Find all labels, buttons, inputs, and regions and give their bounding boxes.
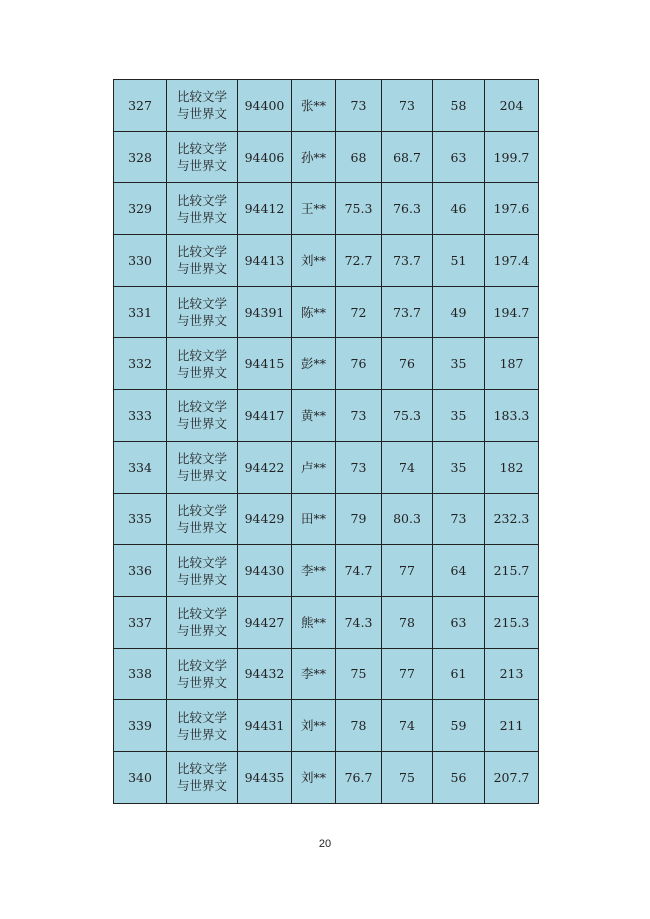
total-score: 213 — [485, 648, 539, 700]
score-3: 51 — [433, 235, 485, 287]
score-2: 77 — [382, 648, 433, 700]
score-2: 75 — [382, 751, 433, 803]
score-3: 58 — [433, 80, 485, 132]
row-number: 329 — [114, 183, 167, 235]
candidate-name: 刘** — [292, 751, 336, 803]
page-number: 20 — [318, 838, 332, 850]
major-line-1: 比较文学 — [176, 296, 227, 312]
major-cell — [167, 441, 238, 493]
score-2: 73.7 — [382, 235, 433, 287]
major-cell — [167, 751, 238, 803]
row-number: 328 — [114, 131, 167, 183]
table-row — [114, 441, 539, 493]
major-line-1: 比较文学 — [176, 347, 227, 363]
major-cell — [167, 338, 238, 390]
table-row — [114, 80, 539, 132]
score-2: 80.3 — [382, 493, 433, 545]
major-line-1: 比较文学 — [176, 451, 227, 467]
candidate-name: 彭** — [292, 338, 336, 390]
candidate-id: 94413 — [238, 235, 292, 287]
candidate-name: 陈** — [292, 286, 336, 338]
row-number: 336 — [114, 545, 167, 597]
score-2: 77 — [382, 545, 433, 597]
candidate-name: 熊** — [292, 596, 336, 648]
score-1: 76 — [336, 338, 382, 390]
major-line-2: 与世界文 — [176, 261, 227, 277]
candidate-name: 李** — [292, 648, 336, 700]
score-2: 76.3 — [382, 183, 433, 235]
major-line-2: 与世界文 — [176, 106, 227, 122]
candidate-name: 李** — [292, 545, 336, 597]
score-2: 73.7 — [382, 286, 433, 338]
score-3: 63 — [433, 131, 485, 183]
major-line-1: 比较文学 — [176, 192, 227, 208]
table-row — [114, 183, 539, 235]
candidate-id: 94431 — [238, 700, 292, 752]
major-line-1: 比较文学 — [176, 399, 227, 415]
total-score: 199.7 — [485, 131, 539, 183]
candidate-id: 94430 — [238, 545, 292, 597]
major-line-2: 与世界文 — [176, 726, 227, 742]
major-cell — [167, 700, 238, 752]
total-score: 215.3 — [485, 596, 539, 648]
row-number: 332 — [114, 338, 167, 390]
row-number: 334 — [114, 441, 167, 493]
total-score: 187 — [485, 338, 539, 390]
major-line-1: 比较文学 — [176, 89, 227, 105]
score-3: 63 — [433, 596, 485, 648]
total-score: 197.6 — [485, 183, 539, 235]
score-1: 74.3 — [336, 596, 382, 648]
candidate-name: 刘** — [292, 700, 336, 752]
score-3: 56 — [433, 751, 485, 803]
candidate-id: 94427 — [238, 596, 292, 648]
row-number: 339 — [114, 700, 167, 752]
score-3: 64 — [433, 545, 485, 597]
candidate-id: 94412 — [238, 183, 292, 235]
table-body — [114, 80, 539, 804]
candidate-name: 王** — [292, 183, 336, 235]
table-row — [114, 700, 539, 752]
table-row — [114, 235, 539, 287]
total-score: 204 — [485, 80, 539, 132]
score-2: 74 — [382, 441, 433, 493]
total-score: 207.7 — [485, 751, 539, 803]
major-line-2: 与世界文 — [176, 623, 227, 639]
candidate-id: 94415 — [238, 338, 292, 390]
table-row — [114, 338, 539, 390]
major-line-2: 与世界文 — [176, 571, 227, 587]
major-line-1: 比较文学 — [176, 606, 227, 622]
major-line-1: 比较文学 — [176, 244, 227, 260]
score-1: 72.7 — [336, 235, 382, 287]
major-line-2: 与世界文 — [176, 313, 227, 329]
score-1: 73 — [336, 441, 382, 493]
table-row — [114, 286, 539, 338]
candidate-name: 刘** — [292, 235, 336, 287]
candidate-id: 94429 — [238, 493, 292, 545]
score-2: 68.7 — [382, 131, 433, 183]
major-line-2: 与世界文 — [176, 519, 227, 535]
score-1: 73 — [336, 390, 382, 442]
major-cell — [167, 493, 238, 545]
table-row — [114, 493, 539, 545]
major-cell — [167, 80, 238, 132]
candidate-name: 孙** — [292, 131, 336, 183]
major-cell — [167, 648, 238, 700]
candidate-id: 94435 — [238, 751, 292, 803]
row-number: 331 — [114, 286, 167, 338]
score-3: 35 — [433, 338, 485, 390]
major-line-2: 与世界文 — [176, 416, 227, 432]
major-line-2: 与世界文 — [176, 209, 227, 225]
score-1: 79 — [336, 493, 382, 545]
score-3: 49 — [433, 286, 485, 338]
major-line-1: 比较文学 — [176, 709, 227, 725]
score-table — [113, 79, 539, 804]
candidate-id: 94391 — [238, 286, 292, 338]
table-row — [114, 545, 539, 597]
row-number: 330 — [114, 235, 167, 287]
major-line-1: 比较文学 — [176, 141, 227, 157]
major-line-1: 比较文学 — [176, 761, 227, 777]
major-cell — [167, 390, 238, 442]
major-line-1: 比较文学 — [176, 502, 227, 518]
candidate-name: 张** — [292, 80, 336, 132]
score-1: 68 — [336, 131, 382, 183]
major-line-1: 比较文学 — [176, 554, 227, 570]
major-line-2: 与世界文 — [176, 364, 227, 380]
score-1: 75 — [336, 648, 382, 700]
score-2: 73 — [382, 80, 433, 132]
candidate-id: 94400 — [238, 80, 292, 132]
score-3: 73 — [433, 493, 485, 545]
score-3: 46 — [433, 183, 485, 235]
score-2: 75.3 — [382, 390, 433, 442]
total-score: 183.3 — [485, 390, 539, 442]
score-3: 35 — [433, 441, 485, 493]
major-cell — [167, 286, 238, 338]
candidate-id: 94406 — [238, 131, 292, 183]
table-row — [114, 131, 539, 183]
major-line-2: 与世界文 — [176, 468, 227, 484]
total-score: 194.7 — [485, 286, 539, 338]
row-number: 335 — [114, 493, 167, 545]
candidate-name: 黄** — [292, 390, 336, 442]
candidate-name: 田** — [292, 493, 336, 545]
total-score: 215.7 — [485, 545, 539, 597]
row-number: 333 — [114, 390, 167, 442]
major-cell — [167, 596, 238, 648]
major-cell — [167, 545, 238, 597]
score-1: 75.3 — [336, 183, 382, 235]
score-1: 73 — [336, 80, 382, 132]
table-row — [114, 596, 539, 648]
table-row — [114, 390, 539, 442]
total-score: 211 — [485, 700, 539, 752]
major-cell — [167, 131, 238, 183]
candidate-name: 卢** — [292, 441, 336, 493]
score-1: 76.7 — [336, 751, 382, 803]
row-number: 337 — [114, 596, 167, 648]
score-1: 78 — [336, 700, 382, 752]
major-cell — [167, 183, 238, 235]
score-1: 74.7 — [336, 545, 382, 597]
table-row — [114, 648, 539, 700]
score-3: 35 — [433, 390, 485, 442]
candidate-id: 94422 — [238, 441, 292, 493]
total-score: 232.3 — [485, 493, 539, 545]
total-score: 197.4 — [485, 235, 539, 287]
candidate-id: 94417 — [238, 390, 292, 442]
table-row — [114, 751, 539, 803]
major-line-2: 与世界文 — [176, 158, 227, 174]
score-2: 76 — [382, 338, 433, 390]
score-1: 72 — [336, 286, 382, 338]
major-line-2: 与世界文 — [176, 674, 227, 690]
major-cell — [167, 235, 238, 287]
score-2: 78 — [382, 596, 433, 648]
major-line-2: 与世界文 — [176, 778, 227, 794]
score-2: 74 — [382, 700, 433, 752]
row-number: 327 — [114, 80, 167, 132]
major-line-1: 比较文学 — [176, 657, 227, 673]
row-number: 340 — [114, 751, 167, 803]
candidate-id: 94432 — [238, 648, 292, 700]
total-score: 182 — [485, 441, 539, 493]
score-3: 59 — [433, 700, 485, 752]
score-3: 61 — [433, 648, 485, 700]
row-number: 338 — [114, 648, 167, 700]
